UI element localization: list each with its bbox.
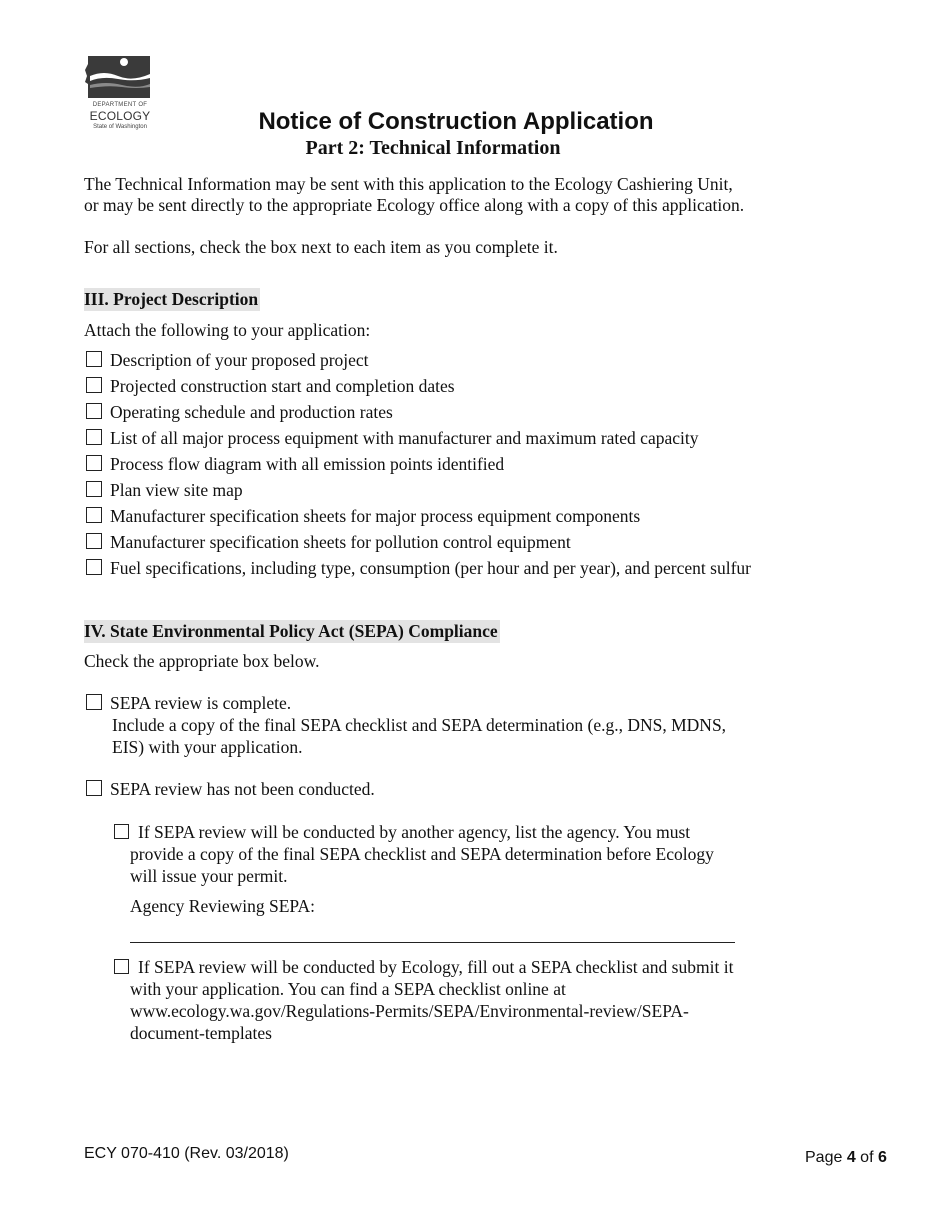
page-prefix: Page <box>805 1149 847 1166</box>
checkbox-process-flow-diagram[interactable] <box>86 455 102 471</box>
checkbox-sepa-not-conducted[interactable] <box>86 780 102 796</box>
logo-department-text: DEPARTMENT OF <box>92 102 148 108</box>
page-total: 6 <box>877 1149 887 1166</box>
checklist-item-label: Manufacturer specification sheets for pollution control equipment <box>110 532 571 552</box>
ecology-review-url-line: www.ecology.wa.gov/Regulations-Permits/SEPA/Environmental-review/SEPA- <box>130 1001 689 1021</box>
logo-ecology-text: ECOLOGY <box>89 109 151 123</box>
checkbox-sepa-complete[interactable] <box>86 694 102 710</box>
checklist-item-label: Fuel specifications, including type, consumption (per hour and per year), and percent sulfur <box>110 558 751 578</box>
form-id: ECY 070-410 (Rev. 03/2018) <box>84 1145 289 1162</box>
checkbox-pollution-control-spec-sheets[interactable] <box>86 533 102 549</box>
checklist-item-label: Projected construction start and completion dates <box>110 376 455 396</box>
ecology-review-line-1: If SEPA review will be conducted by Ecology, fill out a SEPA checklist and submit it <box>138 957 734 977</box>
logo-state-text: State of Washington <box>93 124 147 130</box>
agency-reviewing-sepa-field[interactable] <box>130 918 735 940</box>
page-number <box>805 1149 887 1167</box>
other-agency-line-2: provide a copy of the final SEPA checklist and SEPA determination before Ecology <box>130 844 714 864</box>
checkbox-project-description[interactable] <box>86 351 102 367</box>
intro-line-2: or may be sent directly to the appropriate Ecology office along with a copy of this application. <box>84 195 745 215</box>
section-iv-instruction: Check the appropriate box below. <box>84 651 320 671</box>
sepa-complete-label: SEPA review is complete. <box>110 693 292 713</box>
sepa-not-conducted-label: SEPA review has not been conducted. <box>110 779 375 799</box>
washington-state-logo-icon <box>84 54 156 102</box>
section-iii-heading: III. Project Description <box>84 289 259 309</box>
checkbox-construction-dates[interactable] <box>86 377 102 393</box>
ecology-review-line-2: with your application. You can find a SEPA checklist online at <box>130 979 566 999</box>
page-subtitle: Part 2: Technical Information <box>305 137 561 159</box>
checkbox-site-map[interactable] <box>86 481 102 497</box>
page-current: 4 <box>846 1149 856 1166</box>
checklist-item-label: Manufacturer specification sheets for major process equipment components <box>110 506 641 526</box>
section-iii-instruction: Attach the following to your application: <box>84 320 371 340</box>
other-agency-line-1: If SEPA review will be conducted by another agency, list the agency. You must <box>138 822 691 842</box>
checklist-item-label: Operating schedule and production rates <box>110 402 393 422</box>
sepa-complete-detail-2: EIS) with your application. <box>112 737 303 757</box>
checkbox-equipment-spec-sheets[interactable] <box>86 507 102 523</box>
checklist-item-label: List of all major process equipment with manufacturer and maximum rated capacity <box>110 428 699 448</box>
checkbox-fuel-specifications[interactable] <box>86 559 102 575</box>
checkbox-operating-schedule[interactable] <box>86 403 102 419</box>
checklist-item-label: Plan view site map <box>110 480 243 500</box>
agency-reviewing-sepa-label: Agency Reviewing SEPA: <box>130 896 316 916</box>
agency-field-underline <box>130 942 735 943</box>
page-title: Notice of Construction Application <box>258 108 654 135</box>
checkbox-process-equipment-list[interactable] <box>86 429 102 445</box>
page-of: of <box>855 1149 878 1166</box>
intro-line-1: The Technical Information may be sent with this application to the Ecology Cashiering Unit, <box>84 174 733 194</box>
ecology-review-url-continued: document-templates <box>130 1023 272 1043</box>
checkbox-other-agency[interactable] <box>114 824 129 839</box>
intro-line-3: For all sections, check the box next to each item as you complete it. <box>84 237 558 257</box>
section-iv-heading: IV. State Environmental Policy Act (SEPA) Compliance <box>84 621 498 641</box>
other-agency-line-3: will issue your permit. <box>130 866 288 886</box>
checkbox-ecology-review[interactable] <box>114 959 129 974</box>
checklist-item-label: Description of your proposed project <box>110 350 369 370</box>
checklist-item-label: Process flow diagram with all emission points identified <box>110 454 505 474</box>
sepa-complete-detail-1: Include a copy of the final SEPA checklist and SEPA determination (e.g., DNS, MDNS, <box>112 715 727 735</box>
